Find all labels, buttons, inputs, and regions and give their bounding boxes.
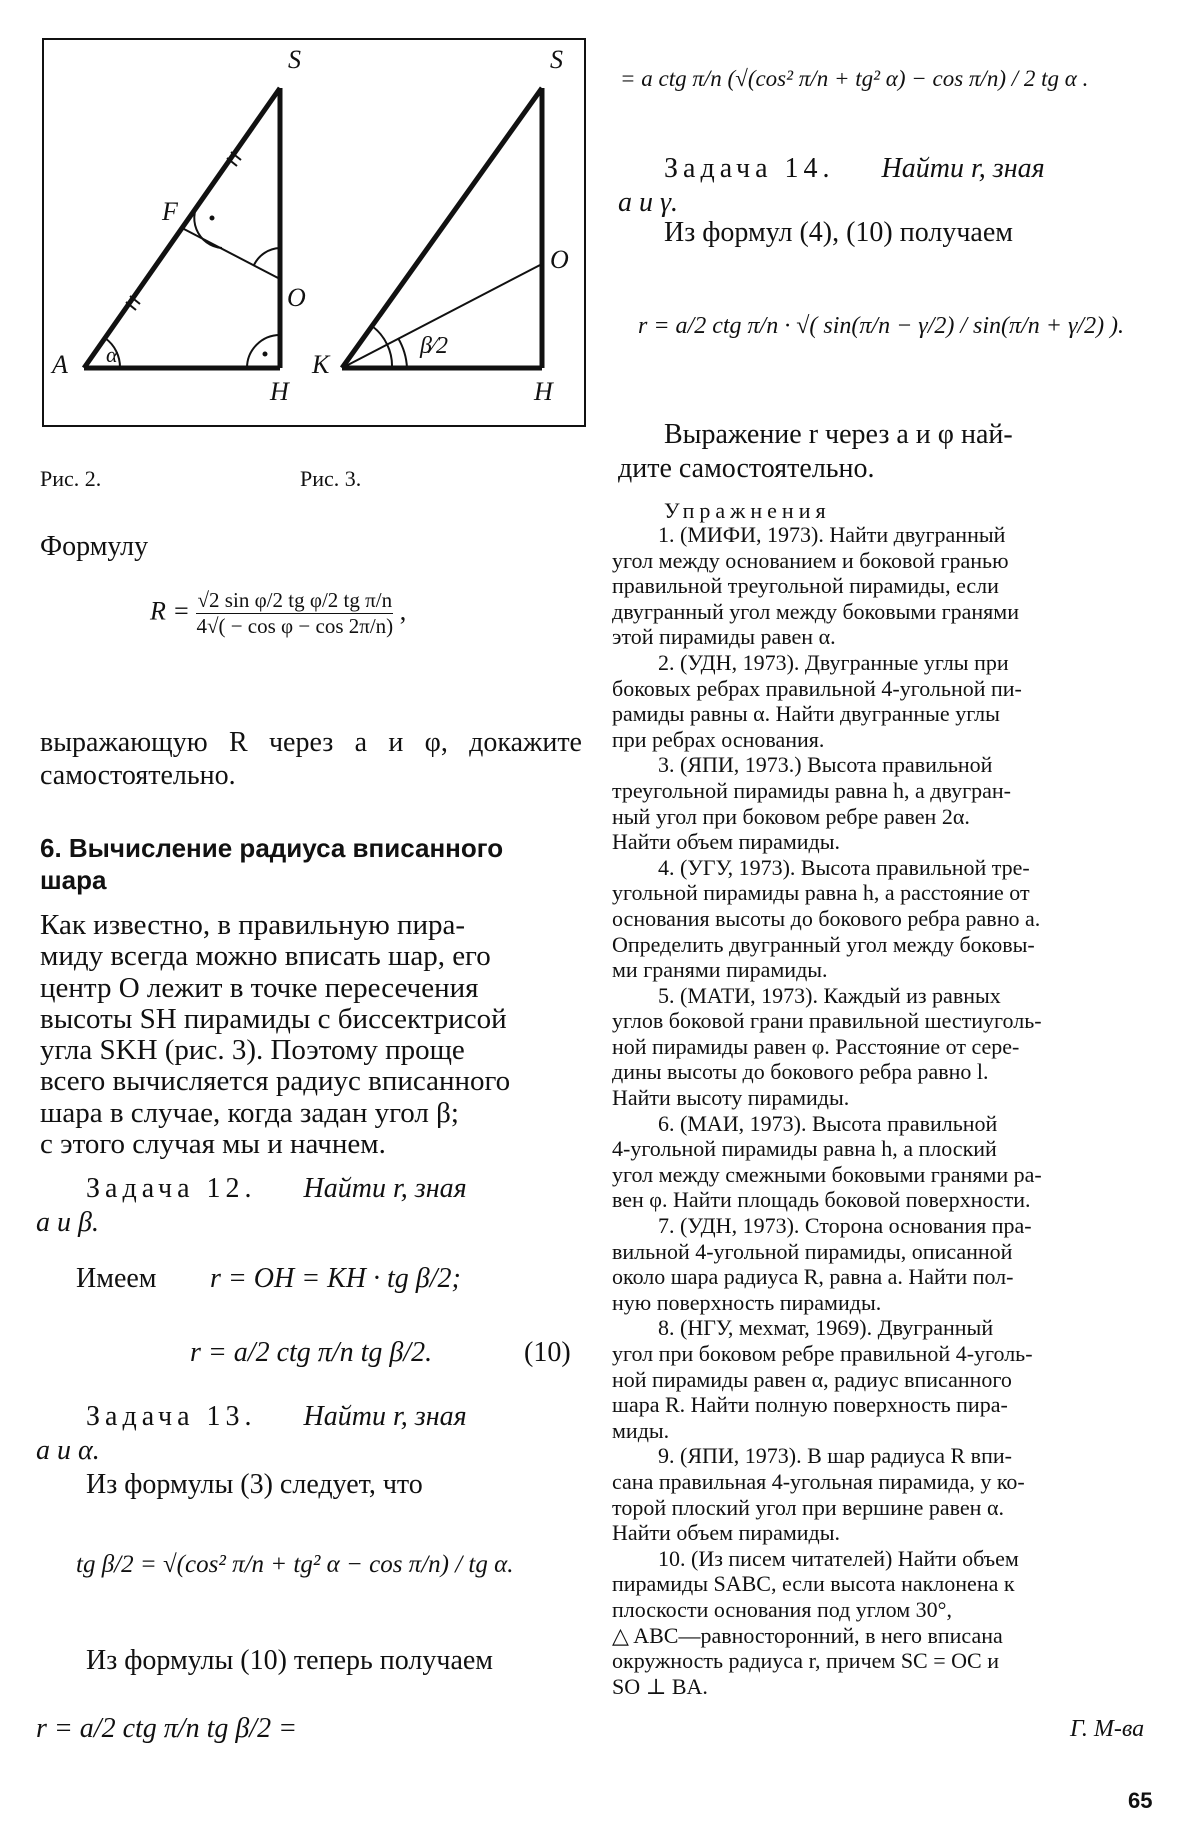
formula-R-den: 4√( − cos φ − cos 2π/n): [196, 614, 394, 638]
task12-heading: [86, 1172, 467, 1205]
exercise-line: △ ABC—равносторонний, в него вписана: [612, 1622, 1003, 1648]
figures-svg: [42, 38, 586, 427]
fig3-label-O: O: [550, 245, 569, 274]
exercise-item: [612, 522, 1164, 650]
exercise-line: этой пирамиды равен α.: [612, 624, 836, 650]
exercise-line: 4-угольной пирамиды равна h, а плоский: [612, 1136, 997, 1162]
exercise-line: рамиды равны α. Найти двугранные углы: [612, 701, 1000, 727]
exercise-line: миды.: [612, 1417, 670, 1443]
section-title-line-2: шара: [40, 865, 107, 895]
fig2-label-S: S: [288, 45, 301, 74]
exercises-title: Упражнения: [664, 498, 831, 523]
exercise-line: сана правильная 4-угольная пирамида, у ко-: [612, 1468, 1025, 1494]
task13-title: Задача 13.: [86, 1401, 257, 1432]
from-formula-10: Из формулы (10) теперь получаем: [86, 1645, 494, 1676]
eq-r-14: r = a/2 ctg π/n · √( sin(π/n − γ/2) / sin(π/n + γ/2) ).: [638, 313, 1125, 339]
exercise-line: треугольной пирамиды равна h, а двугран-: [612, 777, 1011, 803]
task12-text: Найти r, зная: [303, 1173, 467, 1204]
eq-have: r = OH = KH · tg β/2;: [210, 1263, 461, 1294]
exercise-line: 6. (МАИ, 1973). Высота правильной: [658, 1110, 998, 1136]
task14-text-2: a и γ.: [618, 187, 679, 218]
formula-R-tail: ,: [399, 596, 407, 626]
task14-title: Задача 14.: [664, 153, 835, 184]
exercise-line: угол при боковом ребре правильной 4-уголь-: [612, 1341, 1033, 1366]
task13-text-2: a и α.: [36, 1435, 100, 1466]
exercises-list: [612, 522, 1164, 1699]
expression-line-2: дите самостоятельно.: [618, 453, 875, 484]
paragraph-1-line: миду всегда можно вписать шар, его: [40, 940, 491, 973]
paragraph-1-line: центр O лежит в точке пересечения: [40, 971, 479, 1004]
paragraph-1-line: с этого случая мы и начнем.: [40, 1128, 386, 1161]
exercise-line: окружность радиуса r, причем SC = OC и: [612, 1648, 999, 1674]
paragraph-1-line: шара в случае, когда задан угол β;: [40, 1096, 459, 1129]
exercise-line: Найти высоту пирамиды.: [612, 1085, 850, 1111]
exercise-item: [612, 650, 1164, 752]
after-formula-text: выражающую R через a и φ, докажите самостоятельно.: [40, 727, 582, 791]
exercise-line: ми гранями пирамиды.: [612, 957, 828, 983]
exercise-line: боковых ребрах правильной 4-угольной пи-: [612, 675, 1022, 701]
from-formulas-4-10: Из формул (4), (10) получаем: [664, 217, 1014, 248]
paragraph-1-line: всего вычисляется радиус вписанного: [40, 1065, 511, 1098]
exercise-line: угольной пирамиды равна h, а расстояние от: [612, 880, 1030, 906]
exercise-item: [612, 1315, 1164, 1443]
exercise-line: ной пирамиды равен φ. Расстояние от сере-: [612, 1033, 1020, 1059]
exercise-line: при ребрах основания.: [612, 726, 825, 752]
from-formula-3: Из формулы (3) следует, что: [86, 1469, 423, 1500]
expression-line-1: Выражение r через a и φ най-: [664, 419, 1013, 450]
section-title-line-1: 6. Вычисление радиуса вписанного: [40, 833, 504, 863]
exercise-item: [612, 855, 1164, 983]
paragraph-1-line: Как известно, в правильную пира-: [40, 909, 466, 941]
task12-text-2: a и β.: [36, 1207, 99, 1238]
exercise-line: ный угол при боковом ребре равен 2α.: [612, 803, 970, 829]
exercise-line: торой плоский угол при вершине равен α.: [612, 1494, 1004, 1520]
task12-title: Задача 12.: [86, 1173, 257, 1204]
exercise-item: [612, 1546, 1164, 1700]
fig2-label-F: F: [162, 197, 178, 226]
exercise-item: [612, 1111, 1164, 1213]
exercise-line: 1. (МИФИ, 1973). Найти двугранный: [658, 522, 1006, 547]
exercise-line: вен φ. Найти площадь боковой поверхности.: [612, 1187, 1031, 1213]
exercise-line: около шара радиуса R, равна a. Найти пол-: [612, 1264, 1014, 1290]
paragraph-1: [40, 910, 588, 1160]
formula-R-lhs: R =: [150, 596, 190, 626]
task14-text: Найти r, зная: [881, 153, 1045, 184]
fig2-label-A: A: [52, 350, 68, 379]
exercise-line: углов боковой грани правильной шестиуголь-: [612, 1008, 1042, 1034]
exercise-line: 7. (УДН, 1973). Сторона основания пра-: [658, 1213, 1032, 1239]
fig3-label-K: K: [312, 350, 330, 379]
fig2-label-H: H: [270, 377, 289, 406]
exercise-line: 4. (УГУ, 1973). Высота правильной тре-: [658, 854, 1030, 880]
have-label: Имеем: [76, 1263, 157, 1294]
paragraph-1-line: угла SKH (рис. 3). Поэтому проще: [40, 1034, 465, 1067]
fig3-label-H: H: [534, 377, 553, 406]
exercise-line: 3. (ЯПИ, 1973.) Высота правильной: [658, 752, 993, 778]
exercise-line: 9. (ЯПИ, 1973). В шар радиуса R впи-: [658, 1443, 1012, 1469]
fig3-label-beta: β⁄2: [420, 333, 448, 359]
eq-10: r = a/2 ctg π/n tg β/2.: [190, 1337, 433, 1368]
exercise-line: Определить двугранный угол между боковы-: [612, 931, 1035, 957]
top-formula: = a ctg π/n (√(cos² π/n + tg² α) − cos π/n) / 2 tg α .: [620, 66, 1089, 91]
page-number: 65: [1128, 1788, 1153, 1813]
exercise-line: вильной 4-угольной пирамиды, описанной: [612, 1238, 1013, 1264]
fig3-caption: Рис. 3.: [300, 466, 362, 491]
exercise-line: шара R. Найти полную поверхность пира-: [612, 1392, 1008, 1418]
exercise-line: SO ⊥ BA.: [612, 1673, 708, 1699]
exercise-line: плоскости основания под углом 30°,: [612, 1596, 952, 1622]
fig2-label-O: O: [287, 283, 306, 312]
exercise-line: 2. (УДН, 1973). Двугранные углы при: [658, 649, 1009, 675]
exercise-item: [612, 752, 1164, 854]
task13-text: Найти r, зная: [303, 1401, 467, 1432]
task14-heading: [664, 152, 1045, 185]
formula-intro: Формулу: [40, 531, 149, 562]
exercise-item: [612, 1443, 1164, 1545]
exercise-line: дины высоты до бокового ребра равно l.: [612, 1059, 989, 1085]
exercise-line: 5. (МАТИ, 1973). Каждый из равных: [658, 982, 1001, 1008]
eq-10-number: (10): [524, 1337, 571, 1368]
exercise-line: правильной треугольной пирамиды, если: [612, 573, 999, 599]
exercise-item: [612, 983, 1164, 1111]
figure-2-drawing: [84, 88, 280, 368]
fig2-caption: Рис. 2.: [40, 466, 102, 491]
paragraph-1-line: высоты SH пирамиды с биссектрисой: [40, 1002, 507, 1035]
exercise-line: 8. (НГУ, мехмат, 1969). Двугранный: [658, 1315, 994, 1341]
exercise-line: 10. (Из писем читателей) Найти объем: [658, 1545, 1019, 1571]
exercise-line: ную поверхность пирамиды.: [612, 1289, 882, 1315]
exercise-line: двугранный угол между боковыми гранями: [612, 598, 1019, 624]
fig3-label-S: S: [550, 45, 563, 74]
exercise-line: Найти объем пирамиды.: [612, 1520, 841, 1546]
exercise-line: угол между основанием и боковой гранью: [612, 547, 1009, 573]
eq-r-final: r = a/2 ctg π/n tg β/2 =: [36, 1713, 297, 1744]
formula-R: [150, 588, 510, 639]
exercise-line: Найти объем пирамиды.: [612, 829, 841, 855]
signature: Г. М-ва: [1070, 1716, 1145, 1742]
exercise-line: ной пирамиды равен α, радиус вписанного: [612, 1366, 1012, 1392]
exercise-item: [612, 1213, 1164, 1315]
exercise-line: основания высоты до бокового ребра равно a.: [612, 905, 1041, 931]
figure-3-drawing: [342, 88, 542, 368]
task13-heading: [86, 1400, 467, 1433]
eq-tg-beta: tg β/2 = √(cos² π/n + tg² α − cos π/n) / tg α.: [76, 1551, 514, 1578]
figure-2-labels: [50, 45, 306, 406]
fig2-label-alpha: α: [106, 342, 118, 367]
exercise-line: пирамиды SABC, если высота наклонена к: [612, 1571, 1015, 1597]
figure-3-labels: [311, 45, 569, 406]
exercise-line: угол между смежными боковыми гранями ра-: [612, 1161, 1042, 1187]
formula-R-num: √2 sin φ/2 tg φ/2 tg π/n: [197, 588, 393, 612]
